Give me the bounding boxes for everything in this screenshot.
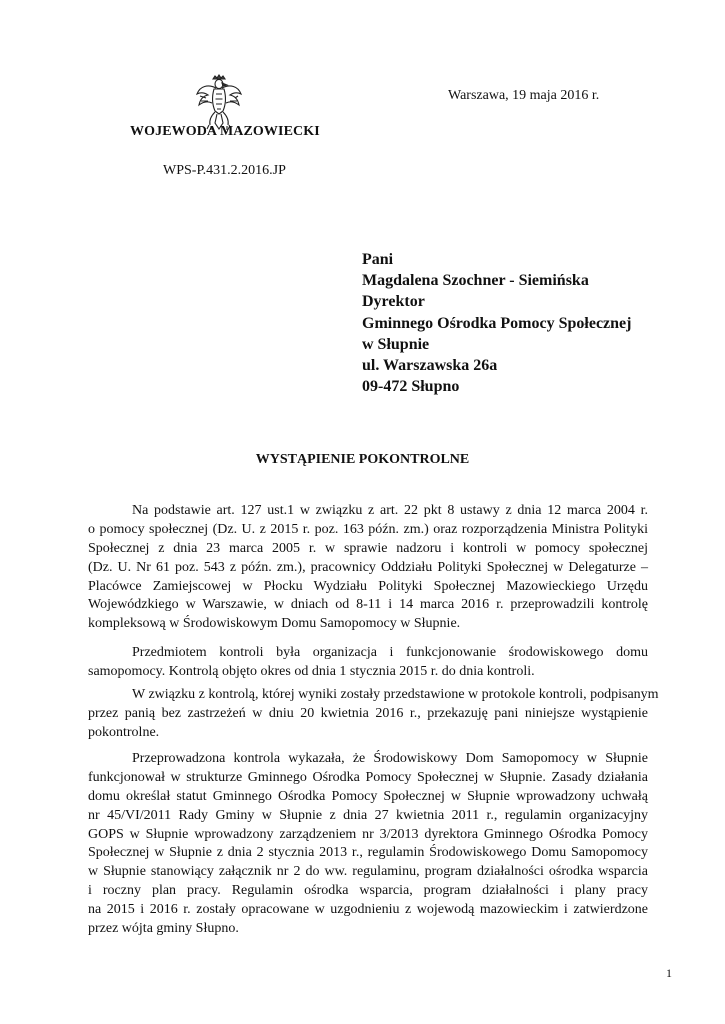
paragraph-line: domu określał statut Gminnego Ośrodka Pomocy Społecznej w Słupnie wprowadzony uchwałą <box>88 788 648 804</box>
paragraph-line: Na podstawie art. 127 ust.1 w związku z art. 22 pkt 8 ustawy z dnia 12 marca 2004 r. <box>132 503 648 518</box>
paragraph-line: funkcjonował w strukturze Gminnego Ośrodka Pomocy Społecznej w Słupnie. Zasady działania <box>88 769 648 785</box>
paragraph-line: przez panią bez zastrzeżeń w dniu 20 kwietnia 2016 r., przekazuję pani niniejsze wystąpienie <box>88 705 648 721</box>
addressee-postal-city: 09-472 Słupno <box>362 378 460 396</box>
paragraph-line: przez wójta gminy Słupno. <box>88 921 239 937</box>
paragraph-line: na 2015 i 2016 r. zostały opracowane w uzgodnieniu z wojewodą mazowieckim i zatwierdzone <box>88 902 648 918</box>
paragraph-line: i roczny plan pracy. Regulamin ośrodka wsparcia, program działalności i plany pracy <box>88 883 648 899</box>
paragraph-line: Wojewódzkiego w Warszawie, w dniach od 8-11 i 14 marca 2016 r. przeprowadzili kontrolę <box>88 597 648 613</box>
paragraph-findings <box>88 750 648 939</box>
paragraph-scope <box>88 644 648 682</box>
page-number: 1 <box>666 966 672 980</box>
paragraph-line: pokontrolne. <box>88 724 160 740</box>
addressee-name: Magdalena Szochner - Siemińska <box>362 272 589 290</box>
document-title: WYSTĄPIENIE POKONTROLNE <box>255 452 470 467</box>
paragraph-line: Placówce Zamiejscowej w Płocku Wydziału Polityki Społecznej Mazowieckiego Urzędu <box>88 578 648 594</box>
place-and-date: Warszawa, 19 maja 2016 r. <box>448 88 600 103</box>
addressee-institution: Gminnego Ośrodka Pomocy Społecznej <box>362 314 632 332</box>
paragraph-line: kompleksową w Środowiskowym Domu Samopomocy w Słupnie. <box>88 616 461 632</box>
addressee-position: Dyrektor <box>362 293 425 311</box>
addressee-block <box>362 249 631 397</box>
document-reference: WPS-P.431.2.2016.JP <box>163 163 286 178</box>
addressee-salutation: Pani <box>362 251 394 268</box>
paragraph-protocol <box>88 686 659 743</box>
paragraph-line: w Słupnie stanowiący załącznik nr 2 do ww. regulaminu, program działalności ośrodka wsparcia <box>88 864 648 880</box>
paragraph-line: (Dz. U. Nr 61 poz. 543 z późn. zm.), pracownicy Oddziału Polityki Społecznej w Delegaturze – <box>88 559 648 575</box>
paragraph-line: Przedmiotem kontroli była organizacja i funkcjonowanie środowiskowego domu <box>132 645 648 660</box>
paragraph-line: GOPS w Słupnie wprowadzony zarządzeniem nr 3/2013 dyrektora Gminnego Ośrodka Pomocy <box>88 826 648 842</box>
addressee-institution-location: w Słupnie <box>362 335 430 353</box>
paragraph-line: Przeprowadzona kontrola wykazała, że Środowiskowy Dom Samopomocy w Słupnie <box>132 751 648 766</box>
paragraph-line: o pomocy społecznej (Dz. U. z 2015 r. poz. 163 późn. zm.) oraz rozporządzenia Ministra Polityki <box>88 521 648 537</box>
paragraph-line: Społecznej z dnia 23 marca 2005 r. w sprawie nadzoru i kontroli w pomocy społecznej <box>88 540 648 556</box>
paragraph-line: samopomocy. Kontrolą objęto okres od dnia 1 stycznia 2015 r. do dnia kontroli. <box>88 663 535 679</box>
addressee-street: ul. Warszawska 26a <box>362 357 498 375</box>
paragraph-line: nr 45/VI/2011 Rady Gminy w Słupnie z dnia 27 kwietnia 2011 r., regulamin organizacyjny <box>88 807 648 823</box>
paragraph-legal-basis <box>88 502 648 634</box>
authority-name: WOJEWODA MAZOWIECKI <box>130 124 320 139</box>
paragraph-line: Społecznej w Słupnie z dnia 2 stycznia 2013 r., regulamin Środowiskowego Domu Samopomocy <box>88 845 648 861</box>
paragraph-line: W związku z kontrolą, której wyniki zostały przedstawione w protokole kontroli, podpisanym <box>132 687 659 702</box>
